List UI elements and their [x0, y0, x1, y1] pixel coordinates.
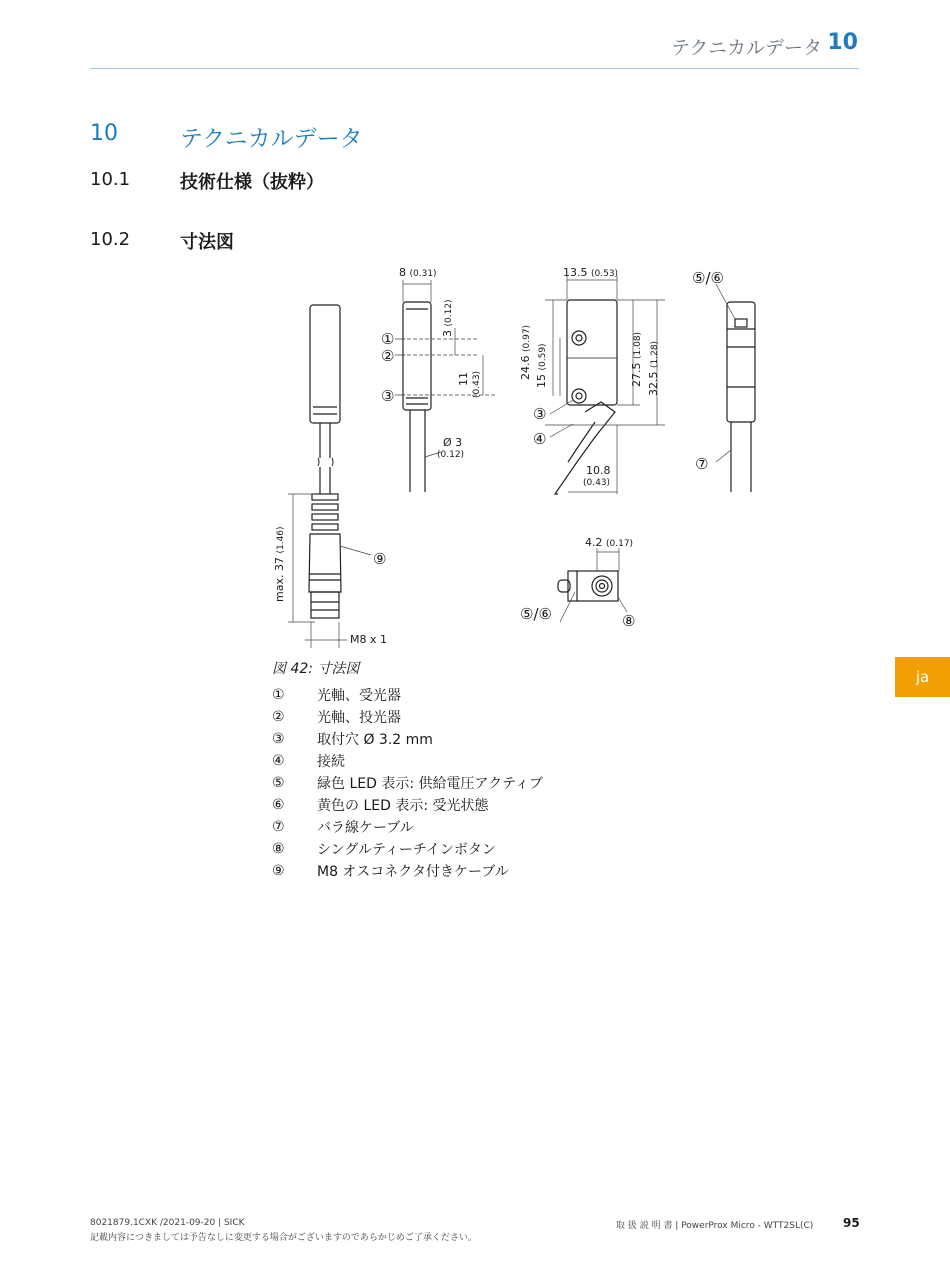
- figure-label: 図 42:: [272, 661, 313, 677]
- legend-text: シングルティーチインボタン: [317, 842, 496, 858]
- dim-width-8: 8 (0.31): [399, 266, 437, 279]
- callout-5-6-top: ⑤/⑥: [692, 269, 724, 287]
- dim-3: 3 (0.12): [441, 299, 454, 337]
- legend-item: [272, 772, 543, 794]
- header-rule: [90, 68, 859, 69]
- legend-text: 接続: [317, 754, 345, 770]
- dim-4-2: 4.2 (0.17): [585, 536, 634, 549]
- legend-symbol: ②: [272, 709, 285, 725]
- legend-list: [272, 684, 543, 882]
- legend-symbol: ⑤: [272, 775, 285, 791]
- footer-doc-id: 8021879.1CXK /2021-09-20 | SICK: [90, 1218, 245, 1228]
- figure-caption: [272, 658, 359, 678]
- footer-notice: 記載内容につきましては予告なしに変更する場合がございますのであらかじめご了承ください。: [90, 1233, 477, 1243]
- section-title-10-2: 寸法図: [180, 232, 234, 253]
- section-number-10-1: 10.1: [90, 169, 131, 190]
- dim-diameter-3: Ø 3: [443, 436, 463, 449]
- dim-width-13-5: 13.5 (0.53): [563, 266, 619, 279]
- legend-symbol: ⑦: [272, 819, 285, 835]
- footer-manual-title: 取 扱 説 明 書 | PowerProx Micro - WTT2SL(C): [616, 1221, 814, 1231]
- dim-11-in: (0.43): [472, 370, 482, 398]
- legend-text: 緑色 LED 表示: 供給電圧アクティブ: [317, 776, 543, 792]
- callout-3-side: ③: [533, 405, 547, 423]
- callout-7: ⑦: [695, 455, 709, 473]
- dim-10-8-in: (0.43): [583, 478, 611, 488]
- section-number-10-2: 10.2: [90, 229, 131, 250]
- legend-item: [272, 816, 543, 838]
- chapter-number: 10: [90, 121, 118, 146]
- sensor-cable-view: [309, 305, 341, 618]
- legend-item: [272, 838, 543, 860]
- legend-item: [272, 728, 543, 750]
- sensor-bottom-view: [558, 571, 618, 601]
- dim-10-8: 10.8: [586, 464, 611, 477]
- page-number: 95: [843, 1216, 860, 1230]
- dim-diameter-3-in: (0.12): [437, 450, 465, 460]
- callout-3-front: ③: [381, 387, 395, 405]
- legend-item: [272, 794, 543, 816]
- callout-9: ⑨: [373, 550, 387, 568]
- figure-caption-text: 寸法図: [317, 661, 360, 677]
- legend-item: [272, 860, 543, 882]
- legend-symbol: ⑨: [272, 863, 285, 879]
- legend-text: バラ線ケーブル: [317, 820, 414, 836]
- dim-27-5: 27.5 (1.08): [630, 331, 643, 387]
- legend-symbol: ⑥: [272, 797, 285, 813]
- legend-item: [272, 750, 543, 772]
- legend-symbol: ①: [272, 687, 285, 703]
- legend-text: 取付穴 Ø 3.2 mm: [317, 732, 433, 748]
- callout-4: ④: [533, 430, 547, 448]
- chapter-title: テクニカルデータ: [180, 126, 363, 152]
- legend-text: 光軸、投光器: [317, 710, 401, 726]
- dim-15: 15 (0.59): [535, 343, 548, 388]
- legend-text: 黄色の LED 表示: 受光状態: [317, 798, 489, 814]
- legend-symbol: ④: [272, 753, 285, 769]
- dim-32-5: 32.5 (1.28): [647, 340, 660, 396]
- legend-item: [272, 684, 543, 706]
- dim-max-37: max. 37 (1.46): [273, 526, 286, 602]
- header-chapter-number: 10: [827, 30, 858, 55]
- legend-symbol: ⑧: [272, 841, 285, 857]
- callout-5-6-bottom: ⑤/⑥: [520, 605, 552, 623]
- language-tab[interactable]: ja: [895, 657, 950, 697]
- callout-8: ⑧: [622, 612, 636, 630]
- sensor-front-view: [403, 302, 431, 492]
- legend-symbol: ③: [272, 731, 285, 747]
- callout-2: ②: [381, 347, 395, 365]
- legend-item: [272, 706, 543, 728]
- dim-24-6: 24.6 (0.97): [519, 324, 532, 380]
- legend-text: M8 オスコネクタ付きケーブル: [317, 864, 509, 880]
- dim-11: 11: [457, 372, 470, 386]
- header-title: テクニカルデータ: [671, 37, 822, 59]
- dimension-drawing: [255, 262, 724, 652]
- dim-m8-thread: M8 x 1: [350, 633, 387, 646]
- sensor-right-view: [727, 302, 755, 492]
- callout-1: ①: [381, 330, 395, 348]
- section-title-10-1: 技術仕様（抜粋）: [180, 172, 324, 193]
- legend-text: 光軸、受光器: [317, 688, 401, 704]
